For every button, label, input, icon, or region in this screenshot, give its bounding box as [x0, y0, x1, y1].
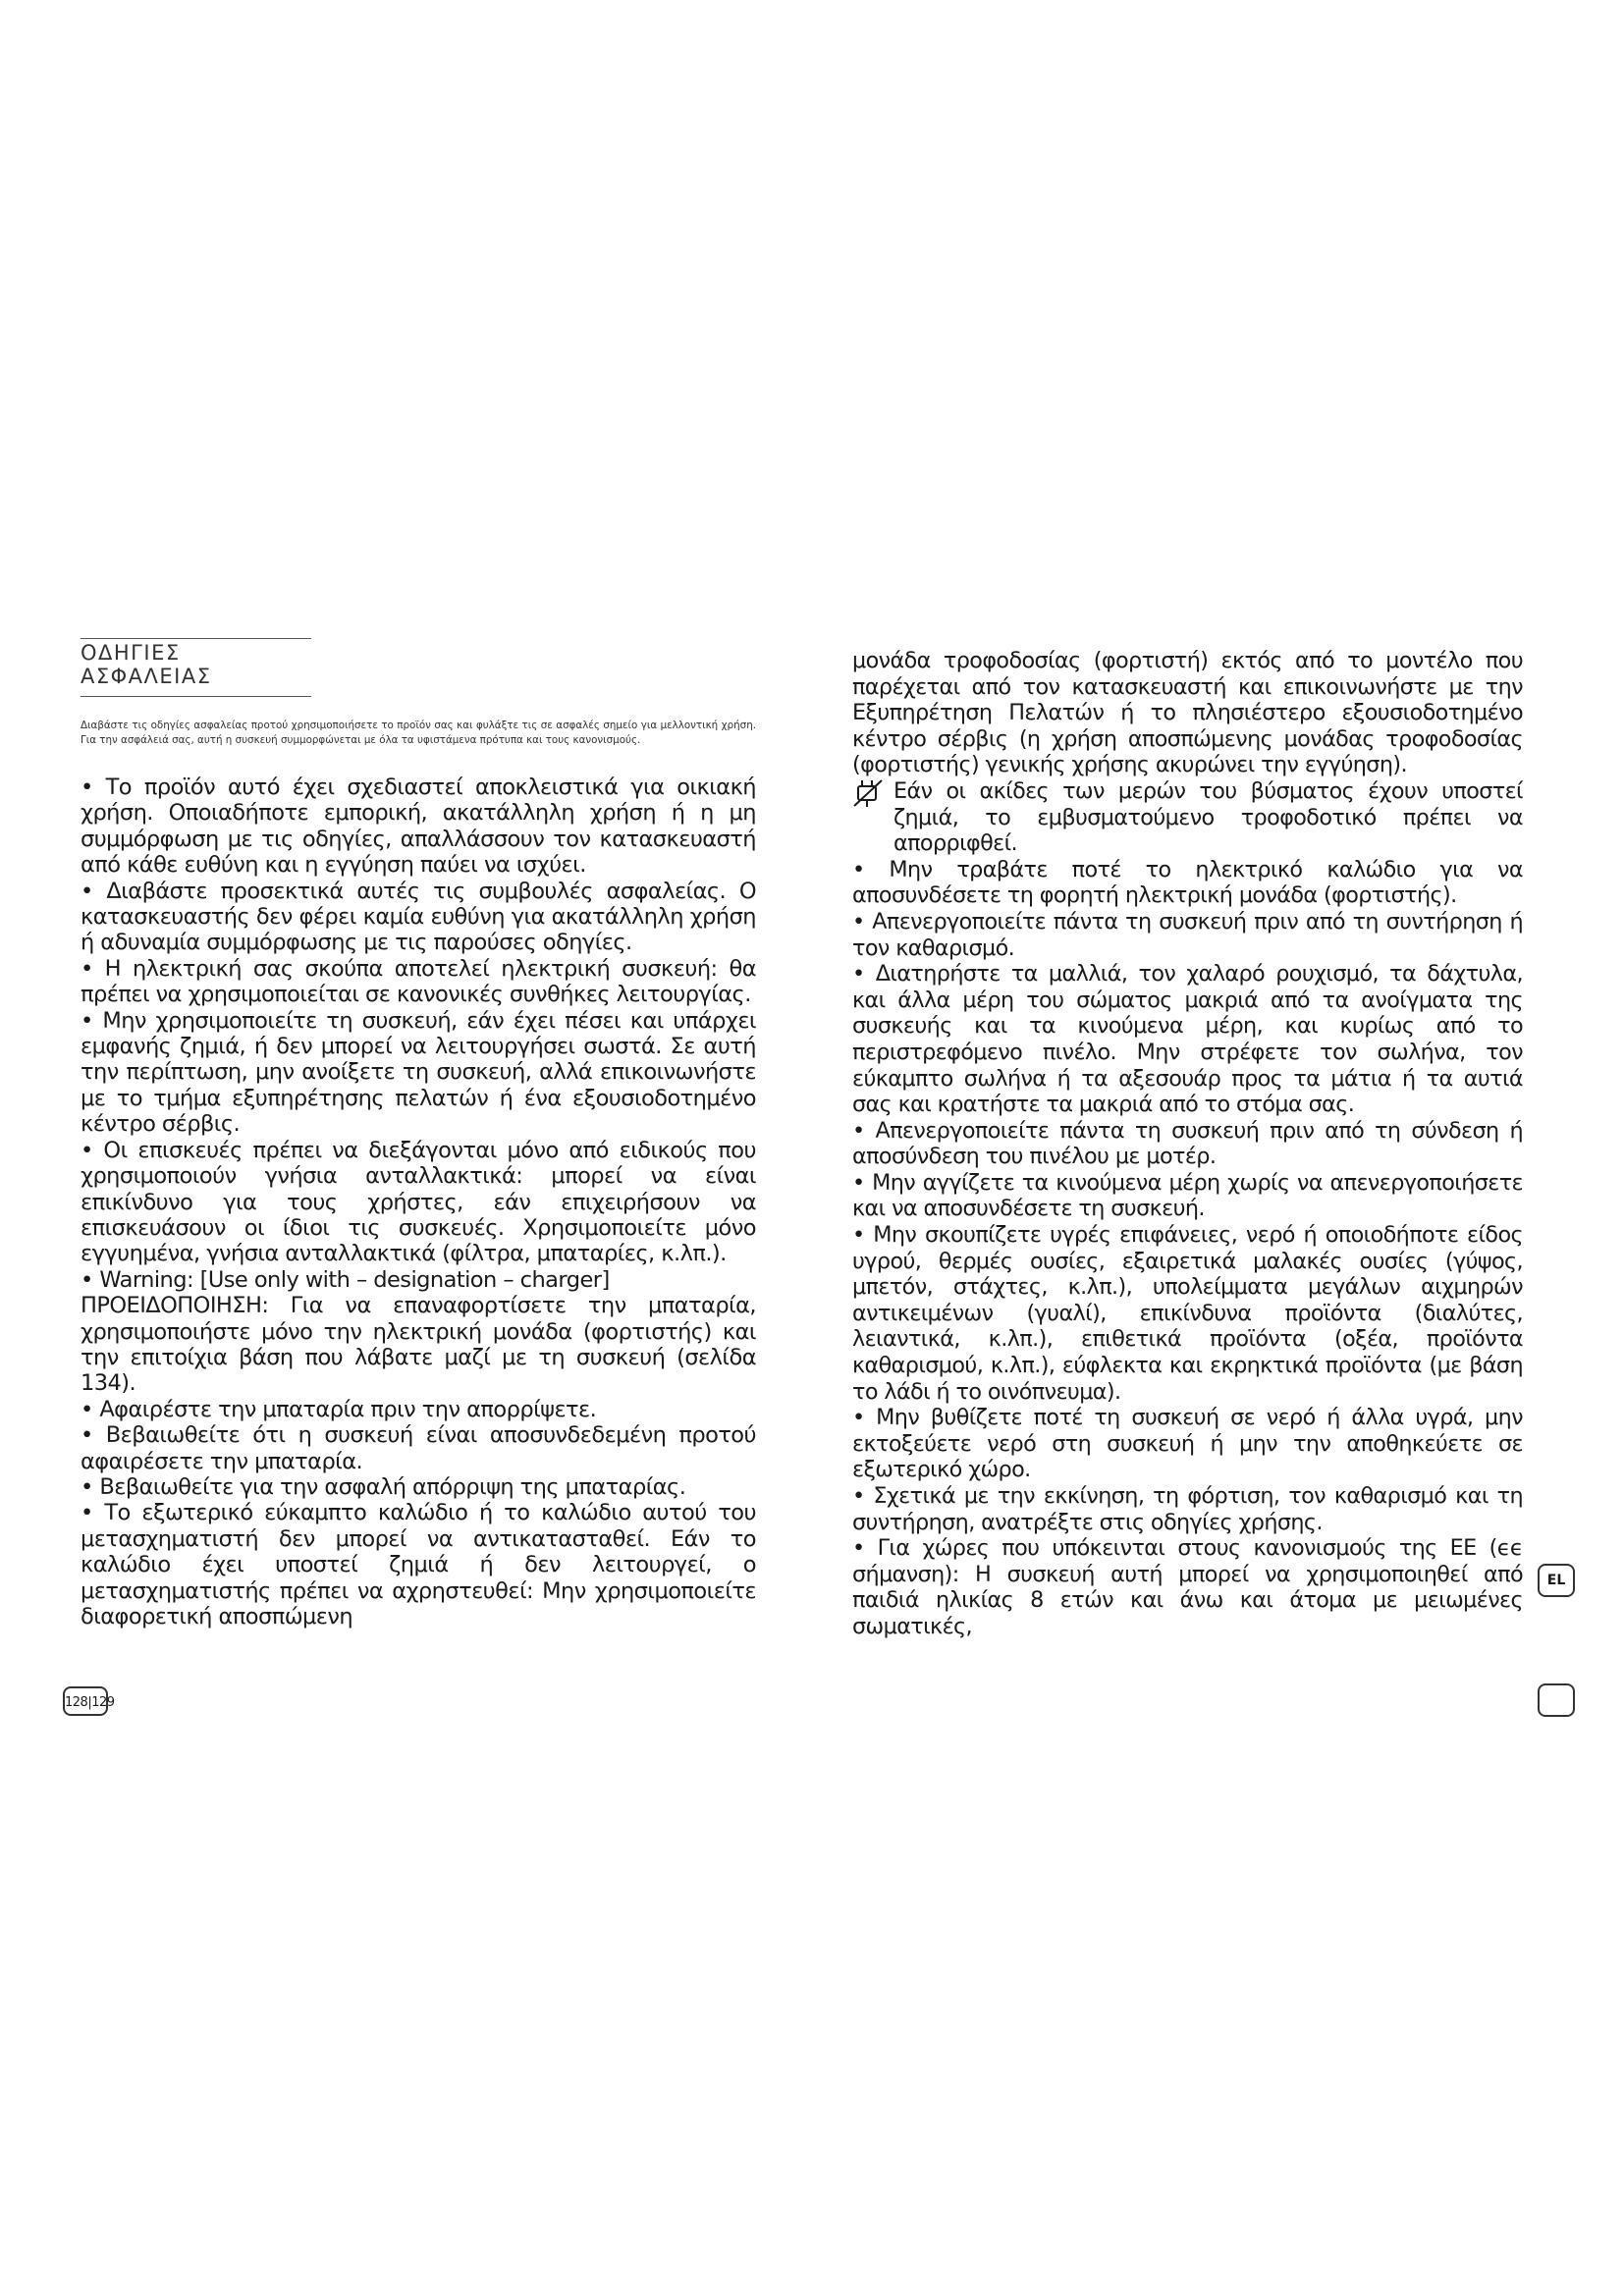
paragraph: • Warning: [Use only with – designation – charger] [81, 1266, 610, 1293]
paragraph: • Μην αγγίζετε τα κινούμενα μέρη χωρίς να απενεργοποιήσετε και να αποσυνδέσετε τη συσκευή. [852, 1169, 1523, 1222]
paragraph: μονάδα τροφοδοσίας (φορτιστή) εκτός από το μοντέλο που παρέχεται από τον κατασκευαστή και επικοινωνήστε με την Εξυπηρέτηση Πελατών ή το πλησιέστερο εξουσιοδοτημένο κέντρο σέρβις (η χρήση αποσπώμενης μονάδας τροφοδοσίας (φορτιστής) γενικής χρήσης ακυρώνει την εγγύηση). [852, 648, 1523, 778]
page-number: 128|129 [63, 1686, 108, 1716]
paragraph: • Διατηρήστε τα μαλλιά, τον χαλαρό ρουχισμό, τα δάχτυλα, και άλλα μέρη του σώματος μακριά από τα ανοίγματα της συσκευής και τα κινούμενα μέρη, και κυρίως από το περιστρεφόμενο πινέλο. Μην στρέφετε τον σωλήνα, τον εύκαμπτο σωλήνα ή τα αξεσουάρ προς τα μάτια ή τα αυτιά σας και κρατήστε τα μακριά από το στόμα σας. [852, 961, 1523, 1118]
paragraph: • Μην σκουπίζετε υγρές επιφάνειες, νερό ή οποιοδήποτε είδος υγρού, θερμές ουσίες, εξαιρετικά μαλακές ουσίες (γύψος, μπετόν, στάχτες, κ.λπ.), υπολείμματα μεγάλων αιχμηρών αντικειμένων (γυαλί), επικίνδυνα προϊόντα (διαλύτες, λειαντικά, κ.λπ.), επιθετικά προϊόντα (οξέα, προϊόντα καθαρισμού, κ.λπ.), εύφλεκτα και εκρηκτικά προϊόντα (με βάση το λάδι ή το οινόπνευμα). [852, 1222, 1523, 1405]
paragraph: • Βεβαιωθείτε ότι η συσκευή είναι αποσυνδεδεμένη προτού αφαιρέσετε την μπαταρία. [81, 1422, 756, 1474]
paragraph: • Το εξωτερικό εύκαμπτο καλώδιο ή το καλώδιο αυτού του μετασχηματιστή δεν μπορεί να αντικατασταθεί. Εάν το καλώδιο έχει υποστεί ζημιά ή δεν λειτουργεί, ο μετασχηματιστής πρέπει να αχρηστευθεί: Μην χρησιμοποιείτε διαφορετική αποσπώμενη [81, 1500, 756, 1629]
blank-tab [1538, 1683, 1575, 1717]
page-heading: ΟΔΗΓΙΕΣ ΑΣΦΑΛΕΙΑΣ [81, 638, 311, 697]
paragraph: • Μην τραβάτε ποτέ το ηλεκτρικό καλώδιο για να αποσυνδέσετε τη φορητή ηλεκτρική μονάδα (φορτιστής). [852, 856, 1523, 909]
paragraph: • Βεβαιωθείτε για την ασφαλή απόρριψη της μπαταρίας. [81, 1473, 686, 1500]
left-paragraphs [81, 774, 756, 1629]
paragraph: • Αφαιρέστε την μπαταρία πριν την απορρίψετε. [81, 1396, 597, 1422]
warning-line [852, 778, 1523, 857]
crossed-plug-icon [852, 776, 886, 810]
paragraph: • Απενεργοποιείτε πάντα τη συσκευή πριν από τη σύνδεση ή αποσύνδεση του πινέλου με μοτέρ. [852, 1117, 1523, 1170]
paragraph: • Μην χρησιμοποιείτε τη συσκευή, εάν έχει πέσει και υπάρχει εμφανής ζημιά, ή δεν μπορεί να λειτουργήσει σωστά. Σε αυτή την περίπτωση, μην ανοίξετε τη συσκευή, αλλά επικοινωνήστε με το τμήμα εξυπηρέτησης πελατών ή ένα εξουσιοδοτημένο κέντρο σέρβις. [81, 1007, 756, 1138]
language-tab: EL [1538, 1564, 1575, 1597]
paragraph: • Οι επισκευές πρέπει να διεξάγονται μόνο από ειδικούς που χρησιμοποιούν γνήσια ανταλλακτικά: μπορεί να είναι επικίνδυνο για τους χρήστες, εάν επιχειρήσουν να επισκευάσουν οι ίδιοι τις συσκευές. Χρησιμοποιείτε μόνο εγγυημένα, γνήσια ανταλλακτικά (φίλτρα, μπαταρίες, κ.λπ.). [81, 1137, 756, 1267]
paragraph: • Διαβάστε προσεκτικά αυτές τις συμβουλές ασφαλείας. Ο κατασκευαστής δεν φέρει καμία ευθύνη για ακατάλληλη χρήση ή αδυναμία συμμόρφωσης με τις παρούσες οδηγίες. [81, 878, 756, 956]
left-column [81, 638, 756, 1629]
paragraph: • Απενεργοποιείτε πάντα τη συσκευή πριν από τη συντήρηση ή τον καθαρισμό. [852, 908, 1523, 961]
paragraph: • Σχετικά με την εκκίνηση, τη φόρτιση, τον καθαρισμό και τη συντήρηση, ανατρέξτε στις οδηγίες χρήσης. [852, 1483, 1523, 1535]
intro-text: Διαβάστε τις οδηγίες ασφαλείας προτού χρησιμοποιήσετε το προϊόν σας και φυλάξτε τις σε ασφαλές σημείο για μελλοντική χρήση. Για την ασφάλειά σας, αυτή η συσκευή συμμορφώνεται με όλα τα υφιστάμενα πρότυπα και τους κανονισμούς. [81, 720, 756, 746]
right-paragraphs [852, 648, 1523, 1640]
paragraph: ΠΡΟΕΙΔΟΠΟΙΗΣΗ: Για να επαναφορτίσετε την μπαταρία, χρησιμοποιήστε μόνο την ηλεκτρική μονάδα (φορτιστής) και την επιτοίχια βάση που λάβατε μαζί με τη συσκευή (σελίδα 134). [81, 1293, 756, 1397]
paragraph: • Η ηλεκτρική σας σκούπα αποτελεί ηλεκτρική συσκευή: θα πρέπει να χρησιμοποιείται σε κανονικές συνθήκες λειτουργίας. [81, 955, 756, 1008]
paragraph: • Μην βυθίζετε ποτέ τη συσκευή σε νερό ή άλλα υγρά, μην εκτοξεύετε νερό στη συσκευή ή μην την αποθηκεύετε σε εξωτερικό χώρο. [852, 1405, 1523, 1483]
warning-text: Εάν οι ακίδες των μερών του βύσματος έχουν υποστεί ζημιά, το εμβυσματούμενο τροφοδοτικό πρέπει να απορριφθεί. [893, 777, 1523, 857]
paragraph: • Το προϊόν αυτό έχει σχεδιαστεί αποκλειστικά για οικιακή χρήση. Οποιαδήποτε εμπορική, ακατάλληλη χρήση ή η μη συμμόρφωση με τις οδηγίες, απαλλάσσουν τον κατασκευαστή από κάθε ευθύνη και η εγγύηση παύει να ισχύει. [81, 774, 756, 879]
paragraph: • Για χώρες που υπόκεινται στους κανονισμούς της ΕΕ (ϵϵ σήμανση): Η συσκευή αυτή μπορεί να χρησιμοποιηθεί από παιδιά ηλικίας 8 ετών και άνω και άτομα με μειωμένες σωματικές, [852, 1535, 1523, 1639]
right-column [852, 648, 1523, 1640]
